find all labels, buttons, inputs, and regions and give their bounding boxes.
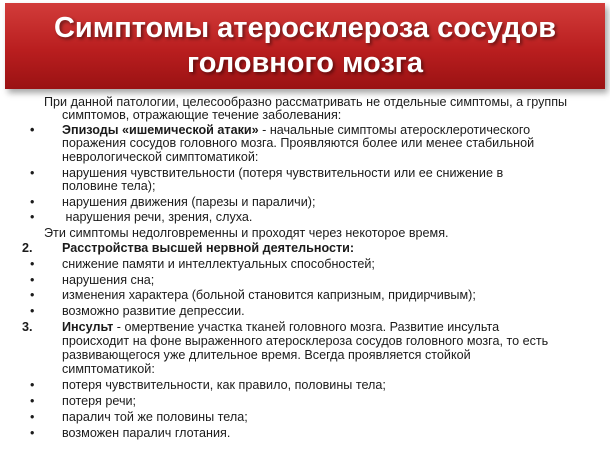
section-3-text-line-3: развивающегося уже длительное время. Всегда проявляется стойкой <box>62 348 471 362</box>
intro-line-1: При данной патологии, целесообразно рассматривать не отдельные симптомы, а группы <box>44 95 568 109</box>
intro-line-2: симптомов, отражающие течение заболевания: <box>62 108 342 122</box>
list-bullet: • <box>30 210 35 224</box>
list-bullet: • <box>30 166 35 180</box>
section-1-text-line-2: поражения сосудов головного мозга. Проявляются более или менее стабильной <box>62 136 535 150</box>
section-1-item-1-line-2: половине тела); <box>62 179 156 193</box>
title-banner <box>5 3 605 89</box>
list-bullet: • <box>30 426 35 440</box>
section-3-text-line-1: - омертвение участка тканей головного мозга. Развитие инсульта <box>113 320 500 334</box>
section-2-title: Расстройства высшей нервной деятельности: <box>62 241 355 255</box>
section-3-item-2: потеря речи; <box>62 394 137 408</box>
section-1-item-1-line-1: нарушения чувствительности (потеря чувствительности или ее снижение в <box>62 166 504 180</box>
section-2-number: 2. <box>22 241 33 255</box>
list-bullet: • <box>30 273 35 287</box>
section-3-text-line-4: симптоматикой: <box>62 362 155 376</box>
section-1-text-line-1: - начальные симптомы атеросклеротического <box>258 123 531 137</box>
section-3-item-3: паралич той же половины тела; <box>62 410 248 424</box>
list-bullet: • <box>30 257 35 271</box>
page-title-line-1: Симптомы атеросклероза сосудов <box>53 12 557 44</box>
section-3-title: Инсульт <box>62 320 114 334</box>
section-2-item-3: изменения характера (больной становится капризным, придирчивым); <box>62 288 476 302</box>
section-1-bullet: • <box>30 123 35 137</box>
list-bullet: • <box>30 378 35 392</box>
list-bullet: • <box>30 195 35 209</box>
list-bullet: • <box>30 410 35 424</box>
section-3-text-line-2: происходит на фоне выраженного атеросклероза сосудов головного мозга, то есть <box>62 334 549 348</box>
list-bullet: • <box>30 394 35 408</box>
section-1-text-line-3: неврологической симптоматикой: <box>62 150 259 164</box>
section-3-heading <box>62 321 499 335</box>
list-bullet: • <box>30 288 35 302</box>
page-title-line-2: головного мозга <box>187 47 423 79</box>
section-3-item-4: возможен паралич глотания. <box>62 426 231 440</box>
section-2-item-2: нарушения сна; <box>62 273 155 287</box>
section-3-item-1: потеря чувствительности, как правило, половины тела; <box>62 378 386 392</box>
section-2-item-1: снижение памяти и интеллектуальных способностей; <box>62 257 375 271</box>
section-1-footer: Эти симптомы недолговременны и проходят через некоторое время. <box>44 226 449 240</box>
section-2-item-4: возможно развитие депрессии. <box>62 304 245 318</box>
section-3-number: 3. <box>22 320 33 334</box>
list-bullet: • <box>30 304 35 318</box>
section-1-item-3: нарушения речи, зрения, слуха. <box>62 210 253 224</box>
section-1-item-2: нарушения движения (парезы и параличи); <box>62 195 316 209</box>
section-1-title: Эпизоды «ишемической атаки» <box>62 123 259 137</box>
